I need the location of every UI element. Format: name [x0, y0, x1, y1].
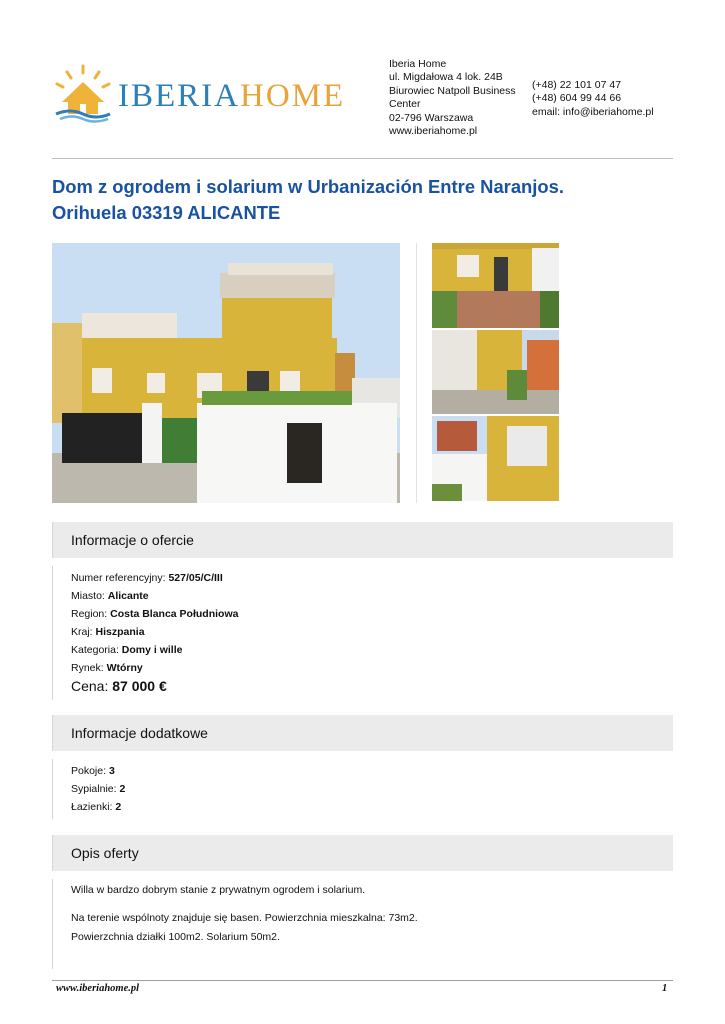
- header-divider: [52, 158, 673, 159]
- company-contact: [532, 79, 654, 119]
- price: Cena: 87 000 €: [71, 678, 167, 694]
- phone-1: (+48) 22 101 07 47: [532, 79, 622, 91]
- section-heading: Informacje dodatkowe: [71, 725, 208, 741]
- region-row: Region: Costa Blanca Południowa: [71, 608, 239, 620]
- description-paragraph-2-line-1: Na terenie wspólnoty znajduje się basen. Powierzchnia mieszkalna: 73m2.: [71, 912, 418, 924]
- photo-divider: [416, 243, 417, 503]
- iberiahome-logo: [52, 64, 352, 124]
- bedrooms-row: Sypialnie: 2: [71, 783, 126, 795]
- footer-divider: [52, 980, 673, 981]
- footer-website-link[interactable]: www.iberiahome.pl: [56, 983, 140, 994]
- reference-number-row: Numer referencyjny: 527/05/C/III: [71, 572, 223, 584]
- address-line: Iberia Home: [389, 58, 447, 70]
- address-line: 02-796 Warszawa: [389, 111, 474, 124]
- side-yard-image: [432, 330, 559, 414]
- description-paragraph-2-line-2: Powierzchnia działki 100m2. Solarium 50m2.: [71, 931, 280, 943]
- description-header: [52, 835, 673, 871]
- patio-image: [432, 243, 559, 328]
- company-address: [389, 58, 516, 138]
- offer-info-body: [52, 566, 673, 700]
- email[interactable]: email: info@iberiahome.pl: [532, 105, 654, 118]
- website-link[interactable]: www.iberiahome.pl: [389, 125, 478, 138]
- address-line: Center: [389, 98, 421, 111]
- market-row: Rynek: Wtórny: [71, 662, 143, 674]
- country-row: Kraj: Hiszpania: [71, 626, 145, 638]
- additional-info-body: [52, 759, 673, 819]
- thumbnail-2[interactable]: [432, 330, 559, 414]
- window-wall-image: [432, 416, 559, 501]
- additional-info-header: [52, 715, 673, 751]
- title-line-2: Orihuela 03319 ALICANTE: [52, 202, 281, 223]
- description-body: [52, 879, 673, 969]
- section-heading: Informacje o ofercie: [71, 532, 194, 548]
- listing-title: [52, 174, 673, 226]
- address-line: ul. Migdałowa 4 lok. 24B: [389, 71, 503, 84]
- thumbnail-3[interactable]: [432, 416, 559, 501]
- offer-info-header: [52, 522, 673, 558]
- thumbnail-1[interactable]: [432, 243, 559, 328]
- phone-2: (+48) 604 99 44 66: [532, 92, 622, 105]
- main-photo[interactable]: [52, 243, 400, 503]
- address-line: Biurowiec Natpoll Business: [389, 84, 516, 97]
- rooms-row: Pokoje: 3: [71, 765, 115, 777]
- logo-house-sun-icon: [52, 64, 114, 124]
- house-facade-image: [52, 243, 400, 503]
- page-number: 1: [662, 983, 668, 994]
- category-row: Kategoria: Domy i wille: [71, 644, 183, 656]
- section-heading: Opis oferty: [71, 845, 139, 861]
- description-paragraph-1: Willa w bardzo dobrym stanie z prywatnym ogrodem i solarium.: [71, 884, 366, 896]
- title-line-1: Dom z ogrodem i solarium w Urbanización Entre Naranjos.: [52, 176, 564, 197]
- bathrooms-row: Łazienki: 2: [71, 801, 122, 813]
- logo-wordmark: IBERIAHOME: [118, 78, 346, 114]
- city-row: Miasto: Alicante: [71, 590, 149, 602]
